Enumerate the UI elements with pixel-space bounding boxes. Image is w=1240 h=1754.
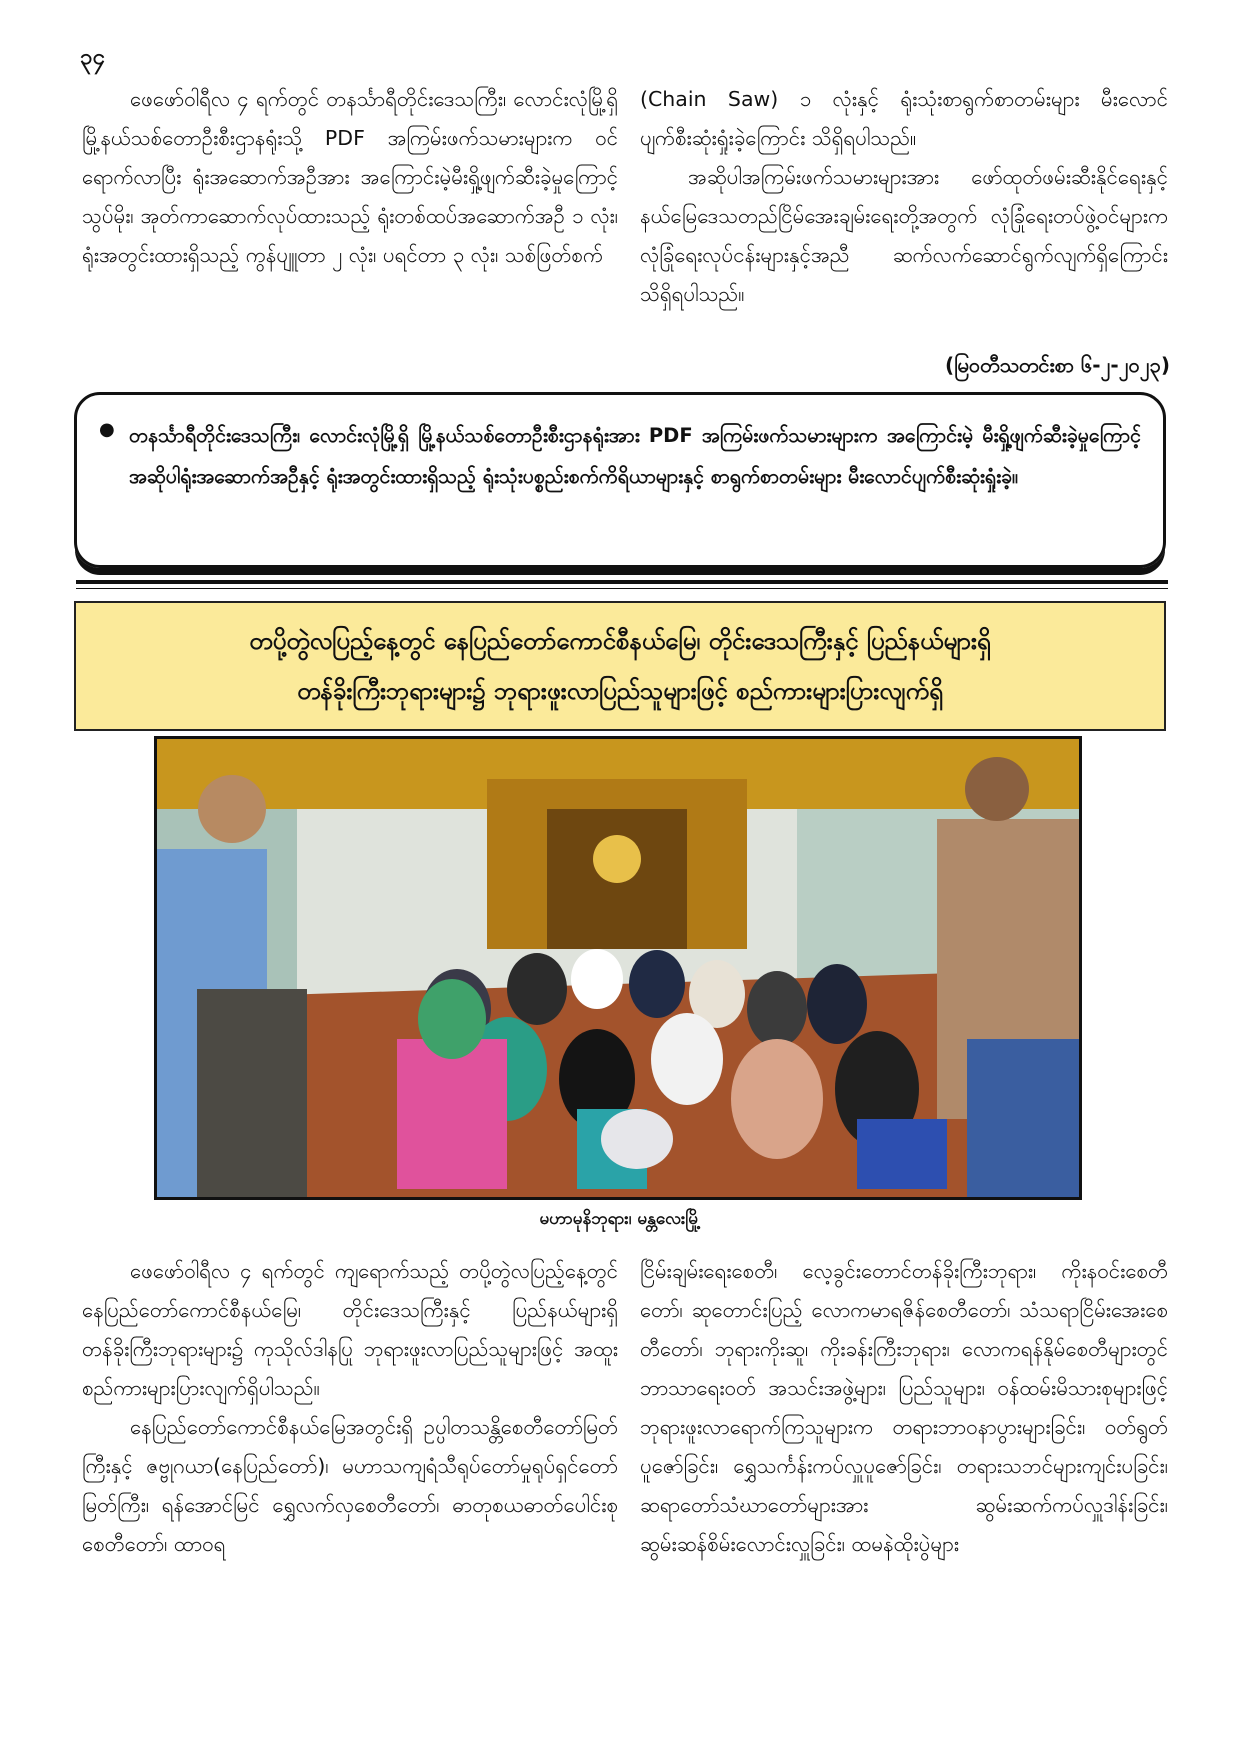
photo-buddha-image [593,835,641,883]
article-paragraph: အဆိုပါအကြမ်းဖက်သမားများအား ဖော်ထုတ်ဖမ်းဆီးနိုင်ရေးနှင့် နယ်မြေဒေသတည်ငြိမ်အေးချမ်းရေးတို့အတွက် လုံခြုံရေးတပ်ဖွဲ့ဝင်များက လုံခြုံရေးလုပ်ငန်းများနှင့်အညီ ဆက်လက်ဆောင်ရွက်လျက်ရှိကြောင်း သိရှိရပါသည်။ [640,165,1168,306]
summary-box [74,392,1166,568]
article-paragraph: ငြိမ်းချမ်းရေးစေတီ၊ လေ့ခွင်းတောင်တန်ခိုးကြီးဘုရား၊ ကိုးနဝင်းစေတီတော်၊ ဆုတောင်းပြည့် လောကမာရဇိန်စေတီတော်၊ သံသရာငြိမ်းအေးစေတီတော်၊ ဘုရားကိုးဆူ၊ ကိုးခန်းကြီးဘုရား၊ လောကရန်နိုမ်စေတီများတွင် ဘာသာရေးဝတ် အသင်းအဖွဲ့များ၊ ပြည်သူများ၊ ဝန်ထမ်းမိသားစုများဖြင့် ဘုရားဖူးလာရောက်ကြသူများက တရားဘာဝနာပွားများခြင်း၊ ဝတ်ရွတ်ပူဇော်ခြင်း၊ ရွှေသင်္ကန်းကပ်လှူပူဇော်ခြင်း၊ တရားသဘင်များကျင်းပခြင်း၊ ဆရာတော်သံဃာတော်များအား ဆွမ်းဆက်ကပ်လှူဒါန်းခြင်း၊ ဆွမ်းဆန်စိမ်းလောင်းလှူခြင်း၊ ထမနဲထိုးပွဲများ [640,1259,1168,1556]
headline [219,616,1020,716]
news-source: (မြဝတီသတင်းစာ ၆-၂-၂၀၂၃) [944,353,1170,377]
summary-text: တနင်္သာရီတိုင်းဒေသကြီး၊ လောင်းလုံမြို့ရှိ မြို့နယ်သစ်တောဦးစီးဌာနရုံးအား PDF အကြမ်းဖက်သမားများက အကြောင်းမဲ့ မီးရှို့ဖျက်ဆီးခဲ့မှုကြောင့် အဆိုပါရုံးအဆောက်အဦနှင့် ရုံးအတွင်းထားရှိသည့် ရုံးသုံးပစ္စည်းစက်ကိရိယာများနှင့် စာရွက်စာတမ်းများ မီးလောင်ပျက်စီးဆုံးရှုံးခဲ့။ [129,424,1141,488]
bottom-article-left-column [82,1252,618,1564]
bullet-icon: ● [99,419,115,440]
article-paragraph: ဖေဖော်ဝါရီလ ၄ ရက်တွင် တနင်္သာရီတိုင်းဒေသကြီး၊ လောင်းလုံမြို့ရှိ မြို့နယ်သစ်တောဦးစီးဌာနရုံးသို့ PDF အကြမ်းဖက်သမားများက ဝင်ရောက်လာပြီး ရုံးအဆောက်အဦအား အကြောင်းမဲ့မီးရှို့ဖျက်ဆီးခဲ့မှုကြောင့် သွပ်မိုး၊ အုတ်ကာဆောက်လုပ်ထားသည့် ရုံးတစ်ထပ်အဆောက်အဦ ၁ လုံး၊ ရုံးအတွင်းထားရှိသည့် ကွန်ပျူတာ ၂ လုံး၊ ပရင်တာ ၃ လုံး၊ သစ်ဖြတ်စက် [82,87,618,267]
article-paragraph: (Chain Saw) ၁ လုံးနှင့် ရုံးသုံးစာရွက်စာတမ်းများ မီးလောင်ပျက်စီးဆုံးရှုံးခဲ့ကြောင်း သိရှိရပါသည်။ [640,87,1168,150]
top-article-left-column [82,80,618,275]
headline-line: တန်ခိုးကြီးဘုရားများ၌ ဘုရားဖူးလာပြည်သူများဖြင့် စည်ကားများပြားလျက်ရှိ [297,677,943,705]
photo-illustration [157,739,1079,1197]
headline-line: တပို့တွဲလပြည့်နေ့တွင် နေပြည်တော်ကောင်စီနယ်မြေ၊ တိုင်းဒေသကြီးနှင့် ပြည်နယ်များရှိ [249,627,991,655]
divider [76,588,1168,589]
pagoda-photo [154,736,1082,1200]
article-paragraph: နေပြည်တော်ကောင်စီနယ်မြေအတွင်းရှိ ဥပ္ပါတသန္တိစေတီတော်မြတ်ကြီးနှင့် ဇဗ္ဗုဂယာ(နေပြည်တော်)၊ မဟာသကျရံသီရုပ်တော်မှုရုပ်ရှင်တော်မြတ်ကြီး၊ ရန်အောင်မြင် ရွှေလက်လှစေတီတော်၊ ဓာတုစယဓာတ်ပေါင်းစုစေတီတော်၊ ထာဝရ [82,1415,618,1556]
bottom-article-right-column [640,1252,1168,1564]
article-paragraph: ဖေဖော်ဝါရီလ ၄ ရက်တွင် ကျရောက်သည့် တပို့တွဲလပြည့်နေ့တွင် နေပြည်တော်ကောင်စီနယ်မြေ၊ တိုင်းဒေသကြီးနှင့် ပြည်နယ်များရှိ တန်ခိုးကြီးဘုရားများ၌ ကုသိုလ်ဒါနပြု ဘုရားဖူးလာပြည်သူများဖြင့် အထူးစည်ကားများပြားလျက်ရှိပါသည်။ [82,1259,618,1400]
top-article-right-column [640,80,1168,314]
headline-banner [74,601,1166,731]
divider [76,580,1168,584]
photo-caption: မဟာမုနိဘုရား၊ မန္တလေးမြို့ [539,1209,701,1229]
page-number: ၃၄ [80,45,105,70]
